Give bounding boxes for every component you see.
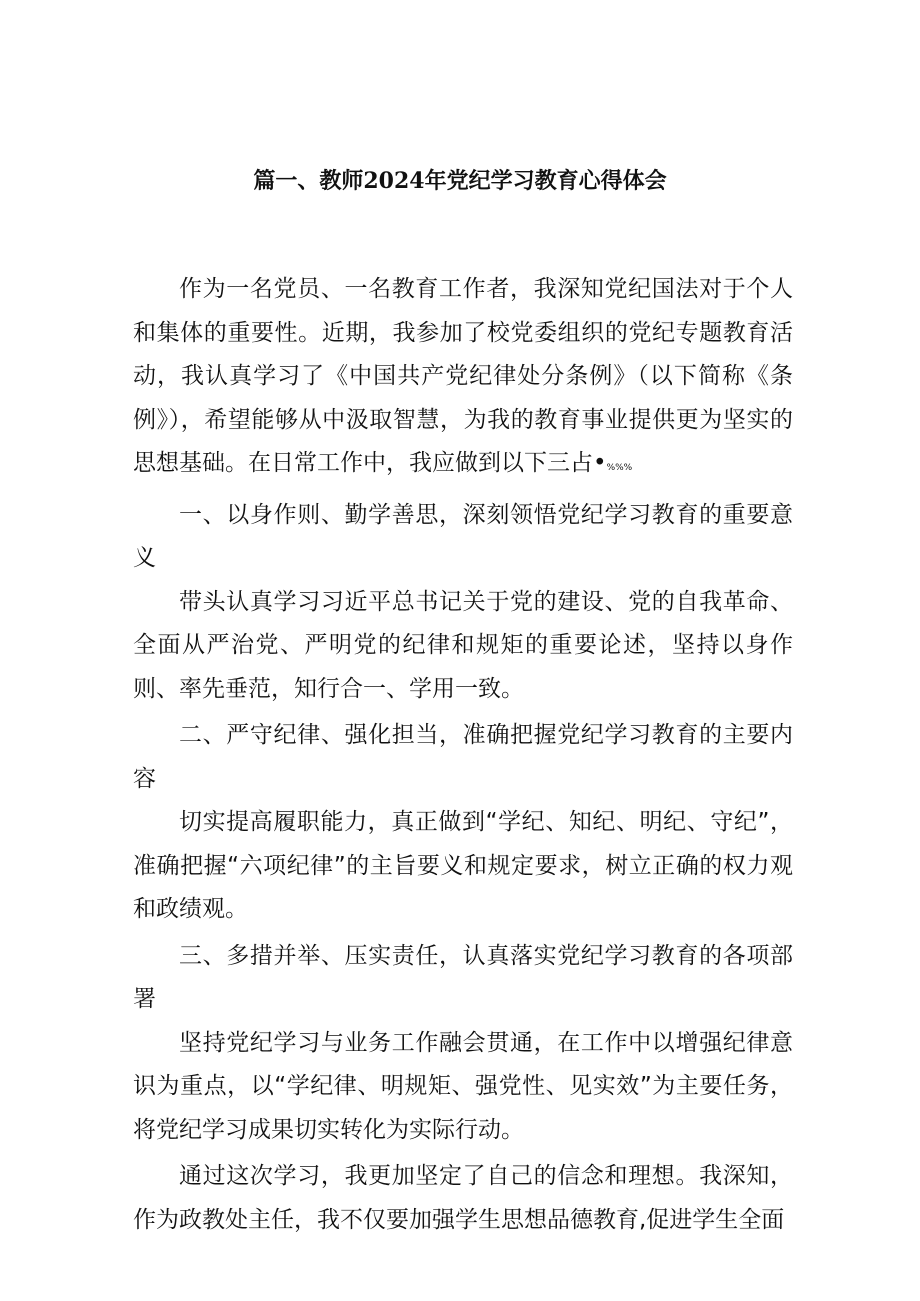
document-body: [133, 268, 793, 1242]
intro-paragraph: [133, 268, 793, 491]
section-3-paragraph: 坚持党纪学习与业务工作融会贯通，在工作中以增强纪律意识为重点，以“学纪律、明规矩、强党性、见实效”为主要任务，将党纪学习成果切实转化为实际行动。: [133, 1029, 793, 1143]
section-3-heading: 三、多措并举、压实责任，认真落实党纪学习教育的各项部署: [133, 942, 793, 1012]
section-1-paragraph: 带头认真学习习近平总书记关于党的建设、党的自我革命、全面从严治党、严明党的纪律和规矩的重要论述，坚持以身作则、率先垂范，知行合一、学用一致。: [133, 588, 793, 702]
intro-text: 作为一名党员、一名教育工作者，我深知党纪国法对于个人和集体的重要性。近期，我参加了校党委组织的党纪专题教育活动，我认真学习了《中国共产党纪律处分条例》（以下简称《条例》），希望能够从中汲取智慧，为我的教育事业提供更为坚实的思想基础。在日常工作中，我应做到以下三占•: [133, 276, 793, 476]
closing-paragraph: 通过这次学习，我更加坚定了自己的信念和理想。我深知，作为政教处主任，我不仅要加强学生思想品德教育,促进学生全面: [133, 1163, 793, 1233]
document-title: 篇一、教师2024年党纪学习教育心得体会: [253, 168, 667, 194]
scan-artifact-text: %%%: [606, 463, 633, 473]
section-1-heading: 一、以身作则、勤学善思，深刻领悟党纪学习教育的重要意义: [133, 501, 793, 571]
section-2-paragraph: 切实提高履职能力，真正做到“学纪、知纪、明纪、守纪”，准确把握“六项纪律”的主旨要义和规定要求，树立正确的权力观和政绩观。: [133, 809, 793, 922]
section-2-heading: 二、严守纪律、强化担当，准确把握党纪学习教育的主要内容: [133, 722, 793, 792]
